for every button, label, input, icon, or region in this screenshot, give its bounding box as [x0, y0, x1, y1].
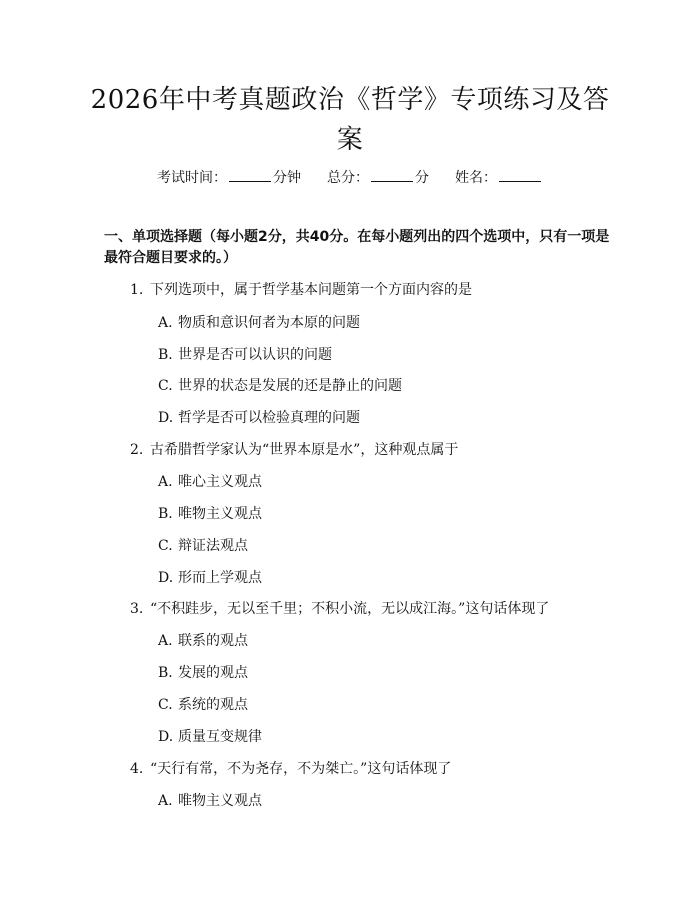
option-text: 系统的观点: [178, 697, 248, 713]
option-letter: A.: [158, 793, 173, 809]
option-2c: [158, 536, 248, 556]
option-3a: [158, 631, 248, 651]
question-text: “天行有常，不为尧存，不为桀亡。”这句话体现了: [150, 761, 452, 777]
time-blank: [229, 168, 271, 182]
option-3c: [158, 695, 248, 715]
option-1d: [158, 408, 360, 428]
option-1c: [158, 376, 402, 396]
option-text: 唯心主义观点: [178, 474, 262, 490]
question-number: 1.: [130, 282, 144, 298]
option-text: 发展的观点: [178, 665, 248, 681]
option-letter: C.: [158, 378, 173, 394]
option-letter: A.: [158, 474, 173, 490]
option-text: 世界的状态是发展的还是静止的问题: [178, 378, 402, 394]
option-letter: D.: [158, 410, 174, 426]
score-blank: [371, 168, 413, 182]
option-letter: A.: [158, 315, 173, 331]
document-title: 2026年中考真题政治《哲学》专项练习及答案: [90, 85, 610, 155]
question-number: 3.: [130, 601, 144, 617]
question-1: [130, 280, 472, 300]
option-letter: B.: [158, 506, 173, 522]
time-label: 考试时间：: [157, 170, 227, 186]
option-letter: A.: [158, 633, 173, 649]
option-text: 辩证法观点: [178, 538, 248, 554]
option-text: 物质和意识何者为本原的问题: [178, 315, 360, 331]
option-2d: [158, 568, 262, 588]
name-label: 姓名：: [455, 170, 497, 186]
option-text: 唯物主义观点: [178, 793, 262, 809]
option-letter: B.: [158, 665, 173, 681]
option-text: 哲学是否可以检验真理的问题: [178, 410, 360, 426]
option-1b: [158, 345, 332, 365]
option-letter: D.: [158, 729, 174, 745]
question-text: 下列选项中，属于哲学基本问题第一个方面内容的是: [150, 282, 472, 298]
question-4: [130, 759, 451, 779]
question-text: “不积跬步，无以至千里；不积小流，无以成江海。”这句话体现了: [150, 601, 550, 617]
option-text: 联系的观点: [178, 633, 248, 649]
option-text: 唯物主义观点: [178, 506, 262, 522]
option-4a: [158, 791, 262, 811]
score-label: 总分：: [327, 170, 369, 186]
option-2a: [158, 472, 262, 492]
question-number: 2.: [130, 442, 144, 458]
option-letter: C.: [158, 538, 173, 554]
option-letter: D.: [158, 570, 174, 586]
option-letter: C.: [158, 697, 173, 713]
option-letter: B.: [158, 347, 173, 363]
question-2: [130, 440, 458, 460]
option-text: 质量互变规律: [178, 729, 262, 745]
time-unit: 分钟: [273, 170, 301, 186]
question-number: 4.: [130, 761, 144, 777]
exam-info-line: [0, 168, 700, 188]
option-text: 世界是否可以认识的问题: [178, 347, 332, 363]
question-text: 古希腊哲学家认为“世界本原是水”，这种观点属于: [150, 442, 459, 458]
question-3: [130, 599, 549, 619]
option-2b: [158, 504, 262, 524]
score-unit: 分: [415, 170, 429, 186]
option-text: 形而上学观点: [178, 570, 262, 586]
section-heading: 一、单项选择题（每小题2分，共40分。在每小题列出的四个选项中，只有一项是最符合题目要求的。）: [104, 229, 610, 266]
option-3d: [158, 727, 262, 747]
option-3b: [158, 663, 248, 683]
option-1a: [158, 313, 360, 333]
name-blank: [499, 168, 541, 182]
